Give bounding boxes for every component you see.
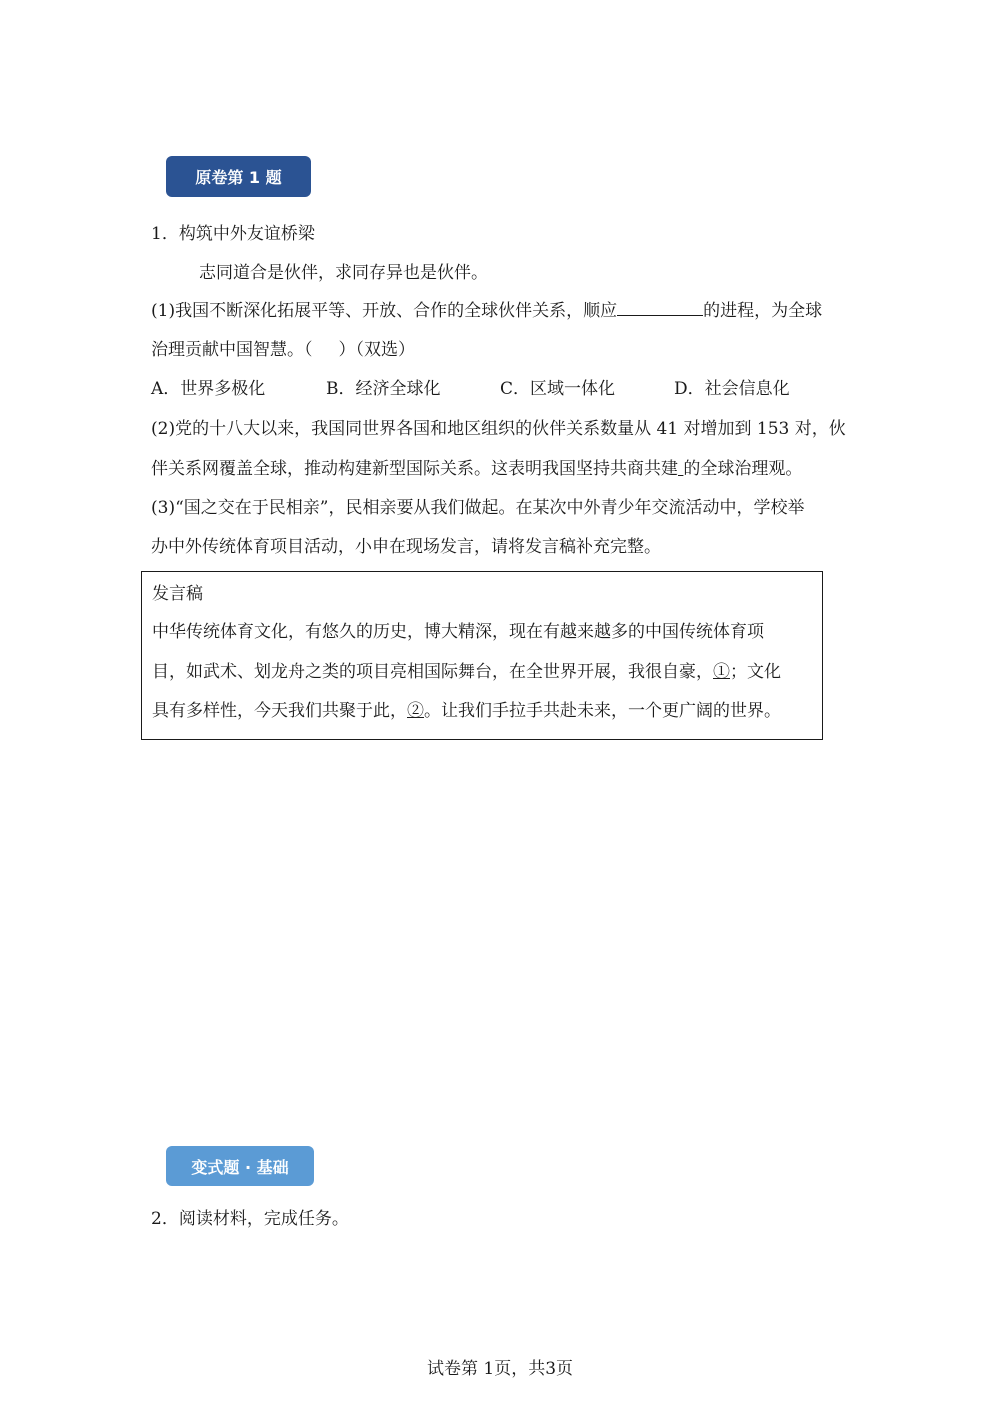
fill-in-blank[interactable]	[617, 301, 703, 316]
variant-question-badge: 变式题 · 基础	[166, 1146, 314, 1186]
question-1-quote: 志同道合是伙伴，求同存异也是伙伴。	[199, 263, 488, 283]
option-c[interactable]: C．区域一体化	[500, 379, 616, 399]
part-1-text-b: 的进程，为全球	[703, 301, 823, 321]
question-1-part-2-line-2	[151, 458, 802, 480]
question-1-part-1-line-2	[151, 339, 415, 361]
part-1-text-c1: 治理贡献中国智慧。（	[151, 340, 313, 360]
question-1-part-3-line-2: 办中外传统体育项目活动，小申在现场发言，请将发言稿补充完整。	[151, 537, 661, 557]
speech-title: 发言稿	[152, 584, 203, 604]
question-1-options	[151, 378, 851, 400]
speech-line-3-a: 具有多样性，今天我们共聚于此，	[152, 701, 407, 721]
question-2-title: 2．阅读材料，完成任务。	[151, 1209, 349, 1229]
question-1-title: 1．构筑中外友谊桥梁	[151, 224, 315, 244]
speech-line-2-b: ；文化	[730, 662, 781, 682]
question-1-part-2-line-1: (2)党的十八大以来，我国同世界各国和地区组织的伙伴关系数量从 41 对增加到 153 对，伙	[151, 419, 846, 439]
speech-draft-box	[141, 571, 823, 740]
part-2-text-c: 的全球治理观。	[683, 459, 803, 479]
speech-line-1: 中华传统体育文化，有悠久的历史，博大精深，现在有越来越多的中国传统体育项	[152, 622, 764, 642]
option-a[interactable]: A．世界多极化	[151, 379, 266, 399]
speech-line-2	[152, 661, 781, 683]
option-b[interactable]: B．经济全球化	[326, 379, 441, 399]
speech-line-3-b: 。让我们手拉手共赴未来，一个更广阔的世界。	[424, 701, 781, 721]
part-1-text-a: (1)我国不断深化拓展平等、开放、合作的全球伙伴关系，顺应	[151, 301, 618, 321]
speech-line-2-a: 目，如武术、划龙舟之类的项目亮相国际舞台，在全世界开展，我很自豪，	[152, 662, 713, 682]
original-question-badge: 原卷第 1 题	[166, 156, 311, 197]
part-1-text-c2: ）（双选）	[338, 340, 415, 360]
question-1-part-1-line-1	[151, 300, 822, 322]
speech-blank-2[interactable]: ②	[407, 701, 424, 721]
speech-blank-1[interactable]: ①	[713, 662, 730, 682]
part-2-text-b: 伴关系网覆盖全球，推动构建新型国际关系。这表明我国坚持共商共建	[151, 459, 678, 479]
option-d[interactable]: D．社会信息化	[674, 379, 790, 399]
speech-line-3	[152, 700, 781, 722]
page-footer: 试卷第 1页，共3页	[426, 1359, 574, 1379]
question-1-part-3-line-1: (3)“国之交在于民相亲”，民相亲要从我们做起。在某次中外青少年交流活动中，学校举	[151, 498, 805, 518]
